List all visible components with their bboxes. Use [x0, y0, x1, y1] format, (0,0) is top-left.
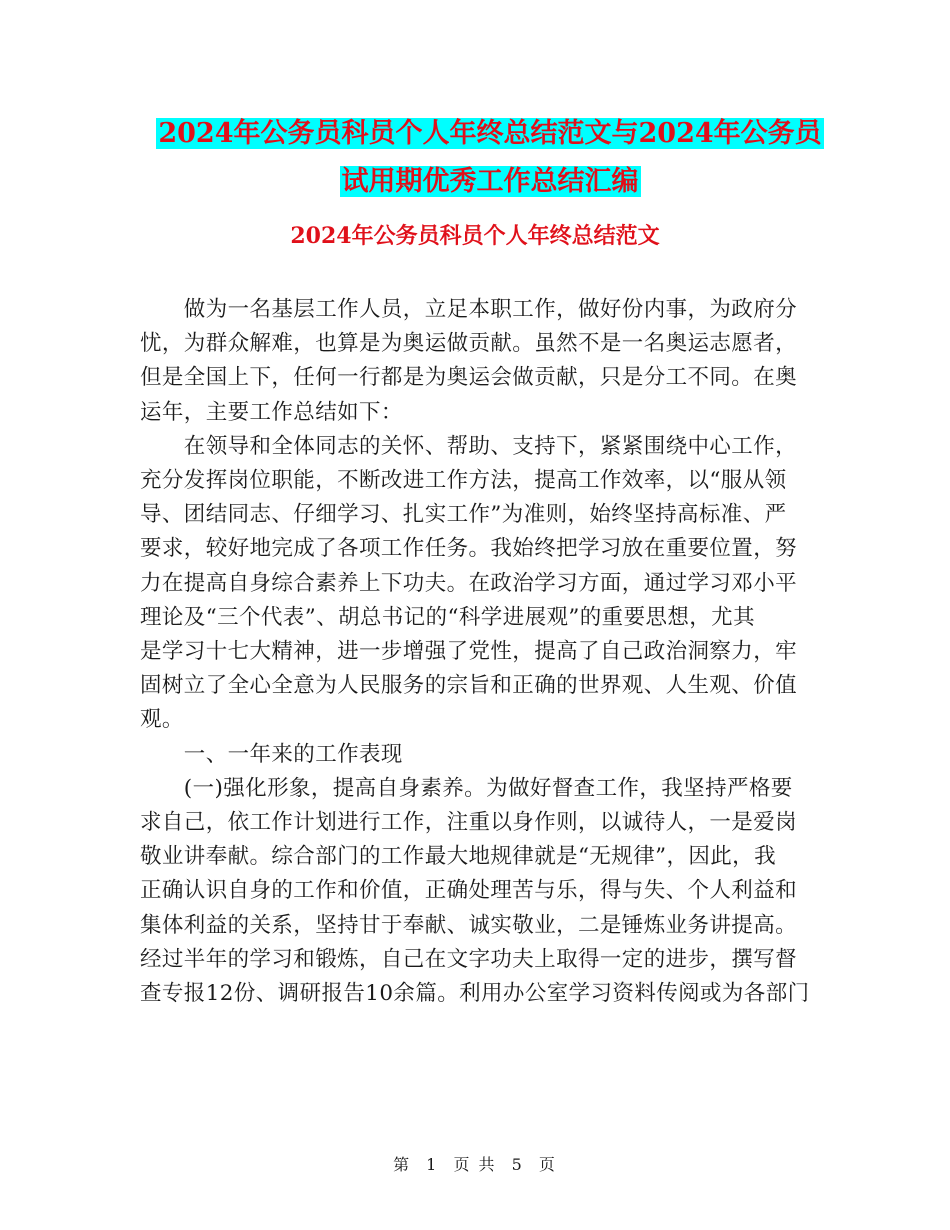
text-line: 运年，主要工作总结如下： [140, 399, 403, 425]
page-footer [0, 1152, 950, 1175]
title-line-1: 2024年公务员科员个人年终总结范文与2024年公务员 [158, 118, 822, 149]
footer-suffix: 页 [538, 1155, 557, 1174]
text-line: 经过半年的学习和锻炼，自己在文字功夫上取得一定的进步，撰写督 [140, 946, 798, 972]
text-line: 集体利益的关系，坚持甘于奉献、诚实敬业，二是锤炼业务讲提高。 [140, 912, 798, 938]
text-line: 在领导和全体同志的关怀、帮助、支持下，紧紧围绕中心工作， [140, 433, 798, 459]
footer-mid: 页 共 [453, 1155, 497, 1174]
text-line: 忧，为群众解难，也算是为奥运做贡献。虽然不是一名奥运志愿者， [140, 331, 798, 357]
document-title [140, 110, 840, 206]
footer-prefix: 第 [393, 1155, 412, 1174]
text-line: 一、一年来的工作表现 [140, 741, 403, 767]
paragraph [140, 772, 810, 1011]
paragraph [140, 430, 798, 738]
document-body [140, 293, 810, 1011]
text-line: 固树立了全心全意为人民服务的宗旨和正确的世界观、人生观、价值 [140, 673, 798, 699]
text-line: 是学习十七大精神，进一步增强了党性，提高了自己政治洞察力，牢 [140, 639, 798, 665]
text-line: 正确认识自身的工作和价值，正确处理苦与乐，得与失、个人利益和 [140, 878, 798, 904]
text-line: 观。 [140, 707, 184, 733]
footer-total-pages: 5 [511, 1155, 524, 1174]
paragraph-heading [140, 738, 795, 772]
footer-current-page: 1 [426, 1155, 439, 1174]
text-line: 做为一名基层工作人员，立足本职工作，做好份内事，为政府分 [140, 297, 798, 322]
section-title: 2024年公务员科员个人年终总结范文 [290, 223, 660, 249]
text-line: 导、团结同志、仔细学习、扎实工作”为准则，始终坚持高标准、严 [140, 502, 787, 528]
text-line: 充分发挥岗位职能，不断改进工作方法，提高工作效率，以“服从领 [140, 468, 787, 494]
paragraph [140, 293, 798, 430]
title-line-2: 试用期优秀工作总结汇编 [341, 166, 639, 197]
text-line: 力在提高自身综合素养上下功夫。在政治学习方面，通过学习邓小平 [140, 570, 798, 596]
text-line: 但是全国上下，任何一行都是为奥运会做贡献，只是分工不同。在奥 [140, 365, 798, 391]
text-line: 敬业讲奉献。综合部门的工作最大地规律就是“无规律”，因此，我 [140, 844, 776, 870]
text-line: 要求，较好地完成了各项工作任务。我始终把学习放在重要位置，努 [140, 536, 798, 562]
text-line: (一)强化形象，提高自身素养。为做好督查工作，我坚持严格要 [140, 775, 793, 801]
text-line: 求自己，依工作计划进行工作，注重以身作则，以诚待人，一是爱岗 [140, 810, 798, 836]
text-line: 查专报12份、调研报告10余篇。利用办公室学习资料传阅或为各部门 [140, 981, 810, 1007]
text-line: 理论及“三个代表”、胡总书记的“科学进展观”的重要思想，尤其 [140, 604, 755, 630]
